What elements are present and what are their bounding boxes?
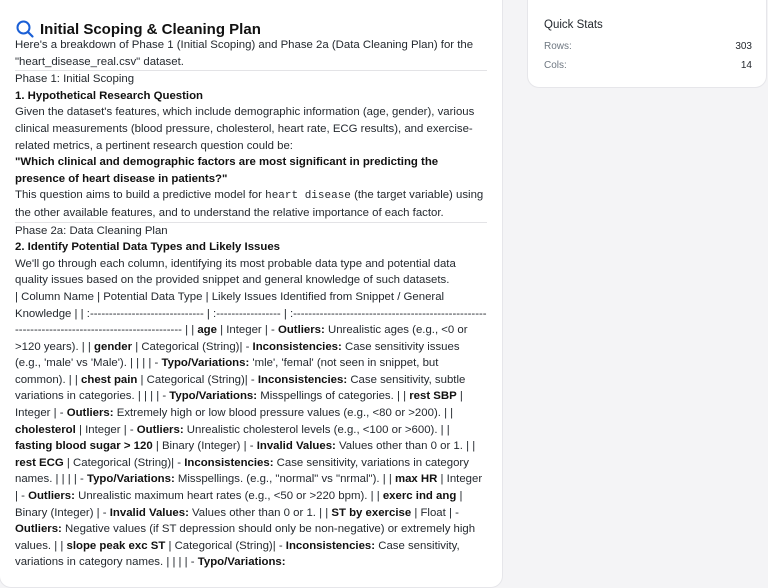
quick-stats-card xyxy=(527,0,767,88)
section2-body: We'll go through each column, identifying its most probable data type and potential data quality issues based on the provided snippet and general knowledge of such datasets. xyxy=(15,257,456,287)
cols-label: Cols: xyxy=(544,60,567,71)
intro-text: Here's a breakdown of Phase 1 (Initial Scoping) and Phase 2a (Data Cleaning Plan) for the "heart_disease_real.csv" dataset. xyxy=(15,37,487,71)
target-variable-code: heart disease xyxy=(265,190,351,203)
page-title: Initial Scoping & Cleaning Plan xyxy=(40,20,261,38)
stat-row-cols xyxy=(544,60,752,71)
stat-row-rows xyxy=(544,41,752,52)
phase2a-label: Phase 2a: Data Cleaning Plan xyxy=(15,224,168,237)
plan-content xyxy=(15,37,487,571)
cols-value: 14 xyxy=(740,60,752,71)
column-issues-table-text: | Column Name | Potential Data Type | Likely Issues Identified from Snippet / General Knowledge | | :------------------------------ | :----------------- | :----------------------------------------------------------------------------------------------- | | age | Integer | - Outliers: Unrealistic ages (e.g., <0 or >120 years). | | gender | Categorical (String)| - Inconsistencies: Case sensitivity issues (e.g., 'male' vs 'Male'). | | | | - Typo/Variations: 'mle', 'femal' (not seen in snippet, but common). | | chest pain | Categorical (String)| - Inconsistencies: Case sensitivity, subtle variations in categories. | | | | - Typo/Variations: Misspellings of categories. | | rest SBP | Integer | - Outliers: Extremely high or low blood pressure values (e.g., <80 or >200). | | cholesterol | Integer | - Outliers: Unrealistic cholesterol levels (e.g., <100 or >600). | | fasting blood sugar > 120 | Binary (Integer) | - Invalid Values: Values other than 0 or 1. | | rest ECG | Categorical (String)| - Inconsistencies: Case sensitivity, variations in category names. | | | | - Typo/Variations: Misspellings. (e.g., "normal" vs "nrmal"). | | max HR | Integer | - Outliers: Unrealistic maximum heart rates (e.g., <50 or >220 bpm). | | exerc ind ang | Binary (Integer) | - Invalid Values: Values other than 0 or 1. | | ST by exercise | Float | - Outliers: Negative values (if ST depression should only be non-negative) or extremely high values. | | slope peak exc ST | Categorical (String)| - Inconsistencies: Case sensitivity, variations in category names. | | | | - Typo/Variations: xyxy=(15,290,487,569)
search-icon xyxy=(15,19,35,39)
rows-value: 303 xyxy=(735,41,752,52)
phase1-label: Phase 1: Initial Scoping xyxy=(15,73,135,86)
rows-label: Rows: xyxy=(544,41,572,52)
research-question: "Which clinical and demographic factors are most significant in predicting the presence of heart disease in patients?" xyxy=(15,156,439,185)
section1-body: Given the dataset's features, which include demographic information (age, gender), various clinical measurements (blood pressure, cholesterol, heart rate, ECG results), and exercise-related metrics, a pertinent research question could be: xyxy=(15,106,475,152)
section1-heading: 1. Hypothetical Research Question xyxy=(15,89,204,102)
quick-stats-title: Quick Stats xyxy=(544,19,603,31)
aim-text: This question aims to build a predictive model for heart disease (the target variable) using the other available features, and to understand the relative importance of each factor. xyxy=(15,187,487,222)
section2-heading: 2. Identify Potential Data Types and Likely Issues xyxy=(15,241,281,254)
